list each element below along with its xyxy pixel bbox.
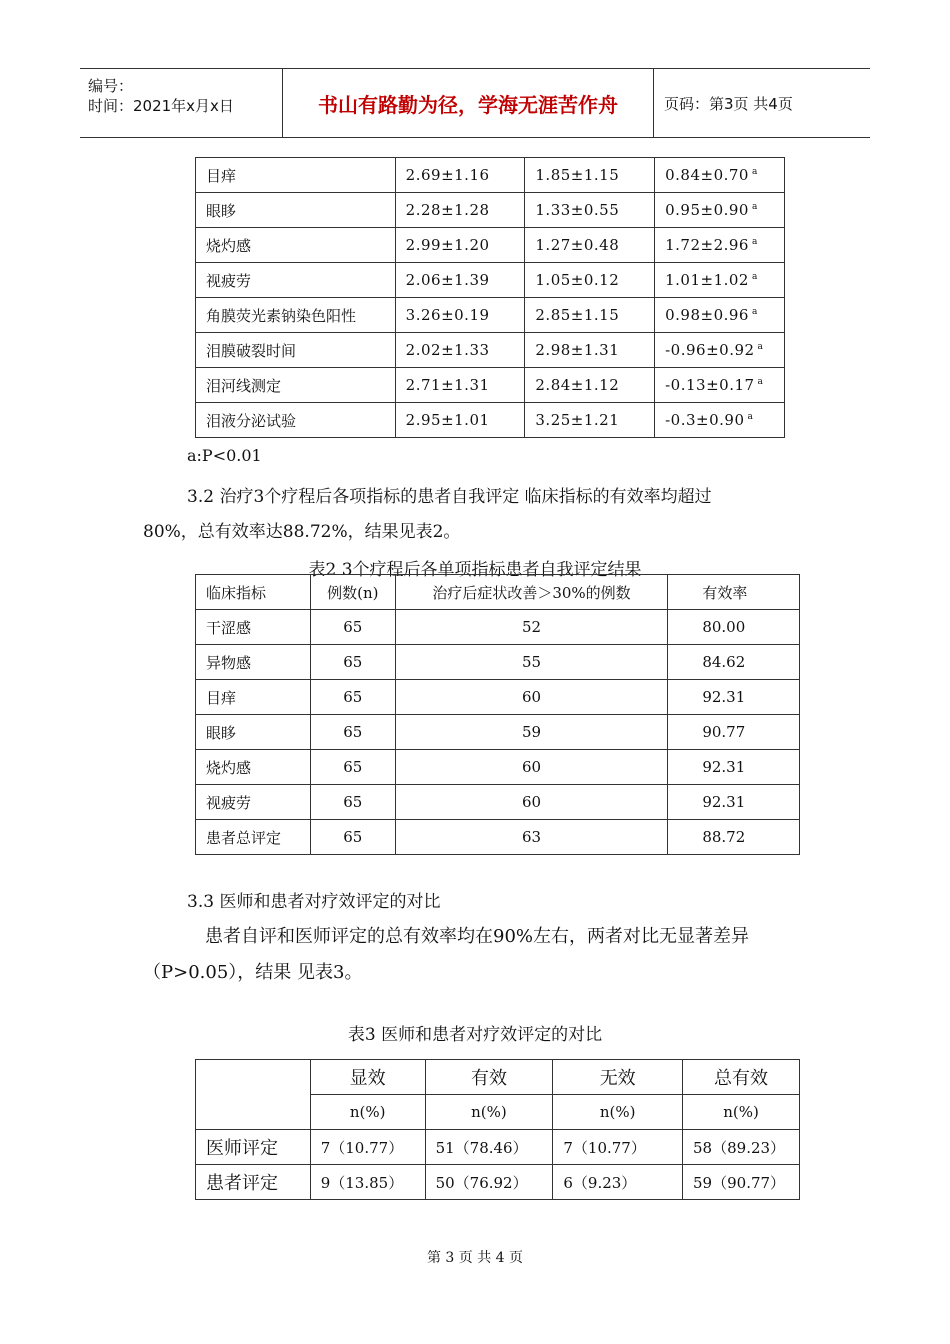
table-cell: 0.95±0.90 $^a$ [655, 193, 785, 228]
table-cell: 65 [310, 645, 395, 680]
row-label: 泪膜破裂时间 [196, 333, 396, 368]
row-label: 目痒 [196, 680, 311, 715]
table-cell: 1.05±0.12 [525, 263, 655, 298]
header-cell: 显效 [310, 1060, 425, 1095]
significance-marker: a [757, 377, 764, 387]
header-meta [80, 69, 283, 137]
row-label: 烧灼感 [196, 228, 396, 263]
row-label: 泪河线测定 [196, 368, 396, 403]
header-cell: 临床指标 [196, 575, 311, 610]
header-cell: 有效率 [668, 575, 800, 610]
table-cell: 1.01±1.02 $^a$ [655, 263, 785, 298]
page-header [80, 68, 870, 138]
table-row [196, 680, 800, 715]
table-cell: 80.00 [668, 610, 800, 645]
page-footer: 第 3 页 共 4 页 [426, 1250, 524, 1266]
table-cell: 60 [395, 680, 668, 715]
table-cell: 2.06±1.39 [395, 263, 525, 298]
table-row [196, 610, 800, 645]
section-3-3-title: 3.3 医师和患者对疗效评定的对比 [187, 892, 441, 912]
table-row [196, 368, 785, 403]
table-cell: 65 [310, 610, 395, 645]
table-cell: 50（76.92） [425, 1165, 553, 1200]
table-cell: 65 [310, 785, 395, 820]
header-cell: 例数(n) [310, 575, 395, 610]
table-3 [195, 1059, 800, 1200]
significance-marker: a [751, 307, 758, 317]
table-cell: 1.27±0.48 [525, 228, 655, 263]
significance-marker: a [751, 272, 758, 282]
table-cell: 60 [395, 785, 668, 820]
header-cell: 总有效 [683, 1060, 800, 1095]
header-page-number: 页码：第3页 共4页 [664, 94, 793, 113]
table-cell: 65 [310, 715, 395, 750]
table-cell: 7（10.77） [310, 1130, 425, 1165]
table-row [196, 1165, 800, 1200]
table-cell: 59（90.77） [683, 1165, 800, 1200]
header-cell: 治疗后症状改善＞30%的例数 [395, 575, 668, 610]
date-label: 时间：2021年x月x日 [88, 97, 234, 115]
table-cell: 63 [395, 820, 668, 855]
table-cell: 65 [310, 750, 395, 785]
section-3-2-line1: 3.2 治疗3个疗程后各项指标的患者自我评定 临床指标的有效率均超过 [187, 487, 712, 507]
table-cell: 7（10.77） [553, 1130, 683, 1165]
table-cell: 88.72 [668, 820, 800, 855]
subheader-cell: n(%) [683, 1095, 800, 1130]
table-2 [195, 574, 800, 855]
table-row [196, 1130, 800, 1165]
section-3-3-para1: 患者自评和医师评定的总有效率均在90%左右，两者对比无显著差异 [205, 926, 750, 947]
row-label: 患者评定 [196, 1165, 311, 1200]
table-row [196, 403, 785, 438]
table-row [196, 333, 785, 368]
subheader-cell: n(%) [425, 1095, 553, 1130]
table-cell: -0.3±0.90 $^a$ [655, 403, 785, 438]
table-row [196, 820, 800, 855]
table-cell: 2.99±1.20 [395, 228, 525, 263]
table-cell: 84.62 [668, 645, 800, 680]
table-row [196, 645, 800, 680]
serial-label: 编号： [88, 77, 134, 95]
table-cell: 92.31 [668, 680, 800, 715]
row-label: 角膜荧光素钠染色阳性 [196, 298, 396, 333]
row-label: 烧灼感 [196, 750, 311, 785]
table-row [196, 228, 785, 263]
table-cell: 1.72±2.96 $^a$ [655, 228, 785, 263]
significance-marker: a [751, 167, 758, 177]
table-cell: 0.84±0.70 $^a$ [655, 158, 785, 193]
table-row [196, 785, 800, 820]
row-label: 医师评定 [196, 1130, 311, 1165]
table-cell: 55 [395, 645, 668, 680]
header-cell: 无效 [553, 1060, 683, 1095]
row-label: 患者总评定 [196, 820, 311, 855]
subheader-cell: n(%) [310, 1095, 425, 1130]
table-cell: 59 [395, 715, 668, 750]
table-cell: 2.02±1.33 [395, 333, 525, 368]
significance-marker: a [757, 342, 764, 352]
table-cell: 58（89.23） [683, 1130, 800, 1165]
section-3-3-para2: （P>0.05），结果 见表3。 [143, 962, 363, 983]
header-motto: 书山有路勤为径，学海无涯苦作舟 [283, 69, 654, 137]
table-cell: 92.31 [668, 750, 800, 785]
row-label: 眼眵 [196, 715, 311, 750]
table-cell: 2.28±1.28 [395, 193, 525, 228]
row-label: 异物感 [196, 645, 311, 680]
table-1 [195, 157, 785, 438]
table-cell: 2.98±1.31 [525, 333, 655, 368]
table1-note: a:P<0.01 [187, 446, 262, 465]
table-cell: 1.33±0.55 [525, 193, 655, 228]
table-row [196, 193, 785, 228]
row-label: 眼眵 [196, 193, 396, 228]
table-cell: 65 [310, 820, 395, 855]
empty-header-cell [196, 1060, 311, 1130]
table-cell: 65 [310, 680, 395, 715]
table-row [196, 263, 785, 298]
table-cell: 0.98±0.96 $^a$ [655, 298, 785, 333]
row-label: 泪液分泌试验 [196, 403, 396, 438]
table2-caption: 表2 3个疗程后各单项指标患者自我评定结果 [308, 560, 642, 580]
significance-marker: a [751, 202, 758, 212]
table-cell: 2.84±1.12 [525, 368, 655, 403]
row-label: 目痒 [196, 158, 396, 193]
table-cell: 9（13.85） [310, 1165, 425, 1200]
table-row [196, 750, 800, 785]
table-cell: 52 [395, 610, 668, 645]
table-header-row [196, 1060, 800, 1095]
table-cell: 92.31 [668, 785, 800, 820]
table-cell: 1.85±1.15 [525, 158, 655, 193]
significance-marker: a [747, 412, 754, 422]
header-cell: 有效 [425, 1060, 553, 1095]
table-cell: 51（78.46） [425, 1130, 553, 1165]
table-cell: 3.26±0.19 [395, 298, 525, 333]
table-cell: 90.77 [668, 715, 800, 750]
row-label: 视疲劳 [196, 785, 311, 820]
table-row [196, 715, 800, 750]
table-cell: 2.95±1.01 [395, 403, 525, 438]
table-header-row [196, 575, 800, 610]
table-row [196, 158, 785, 193]
table-cell: 3.25±1.21 [525, 403, 655, 438]
table-cell: -0.13±0.17 $^a$ [655, 368, 785, 403]
significance-marker: a [751, 237, 758, 247]
row-label: 视疲劳 [196, 263, 396, 298]
table-cell: 2.71±1.31 [395, 368, 525, 403]
section-3-2-line2: 80%，总有效率达88.72%，结果见表2。 [143, 522, 461, 542]
table-cell: 2.69±1.16 [395, 158, 525, 193]
table-cell: 2.85±1.15 [525, 298, 655, 333]
subheader-cell: n(%) [553, 1095, 683, 1130]
table-cell: 60 [395, 750, 668, 785]
table3-caption: 表3 医师和患者对疗效评定的对比 [347, 1025, 603, 1045]
row-label: 干涩感 [196, 610, 311, 645]
table-cell: 6（9.23） [553, 1165, 683, 1200]
table-row [196, 298, 785, 333]
table-cell: -0.96±0.92 $^a$ [655, 333, 785, 368]
